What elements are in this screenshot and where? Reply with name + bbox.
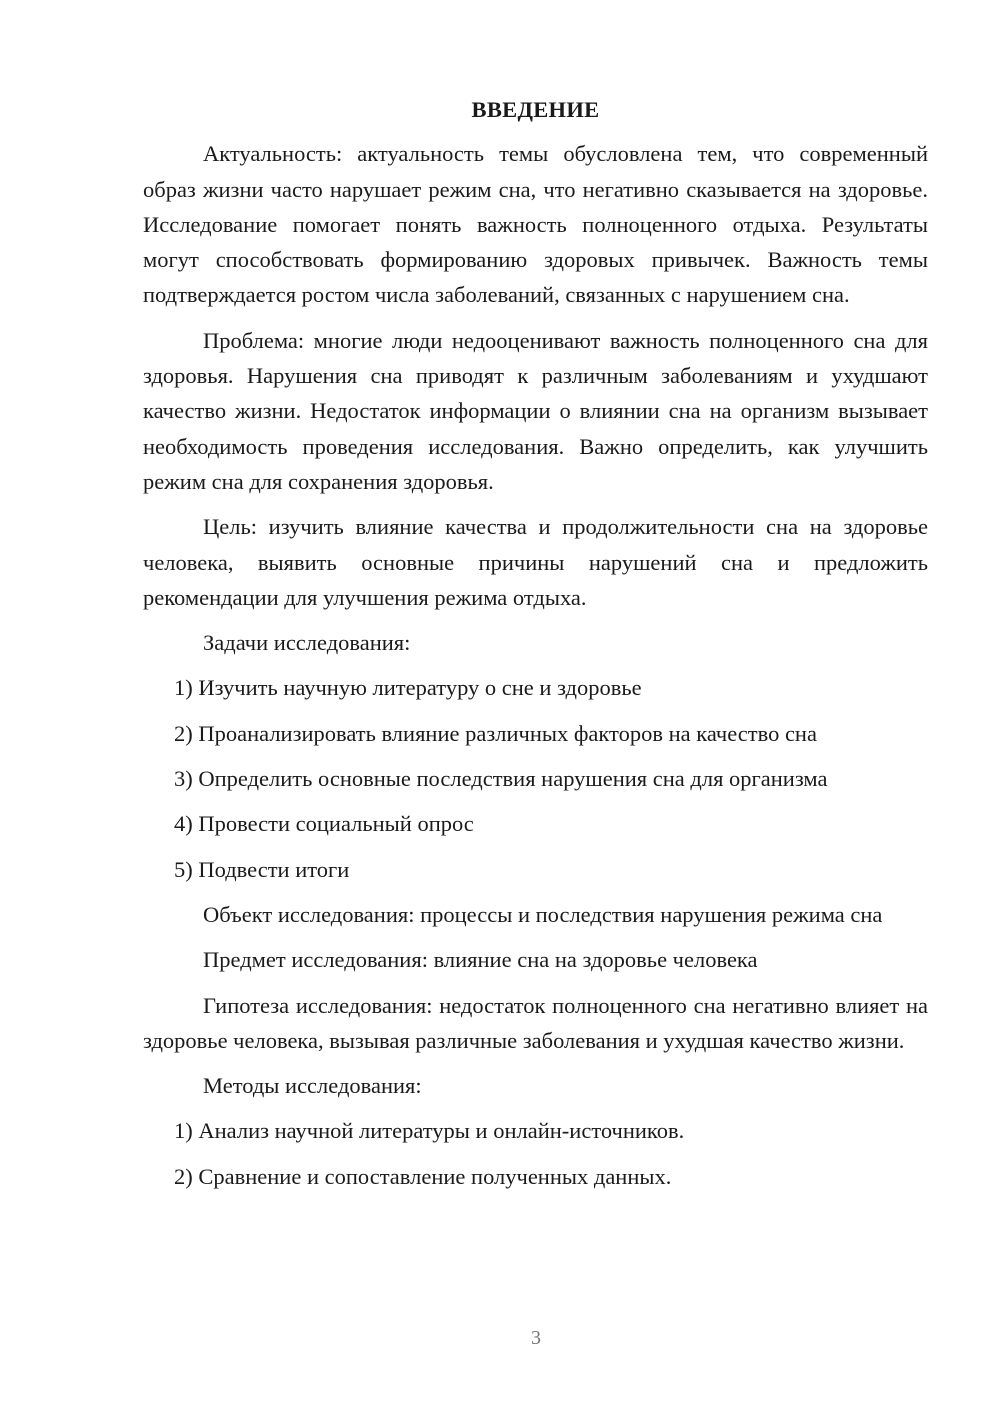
- hypothesis-paragraph: Гипотеза исследования: недостаток полноценного сна негативно влияет на здоровье человека, вызывая различные заболевания и ухудшая качество жизни.: [143, 992, 928, 1053]
- methods-list: [143, 1113, 928, 1194]
- goal-paragraph: Цель: изучить влияние качества и продолжительности сна на здоровье человека, выявить основные причины нарушений сна и предложить рекомендации для улучшения режима отдыха.: [143, 514, 928, 610]
- methods-heading: Методы исследования:: [203, 1073, 422, 1099]
- problem-paragraph: Проблема: многие люди недооценивают важность полноценного сна для здоровья. Нарушения сна приводят к различным заболеваниям и ухудшают качество жизни. Недостаток информации о влиянии сна на организм вызывает необходимость проведения исследования. Важно определить, как улучшить режим сна для сохранения здоровья.: [143, 327, 928, 494]
- page-number: 3: [531, 1327, 541, 1349]
- list-item: 2) Сравнение и сопоставление полученных данных.: [174, 1163, 672, 1189]
- page-title: ВВЕДЕНИЕ: [471, 97, 600, 122]
- tasks-heading: Задачи исследования:: [203, 630, 411, 656]
- list-item: 1) Анализ научной литературы и онлайн-источников.: [174, 1118, 685, 1144]
- page-content: [143, 92, 928, 1204]
- list-item: 4) Провести социальный опрос: [174, 811, 474, 837]
- tasks-list: [143, 670, 928, 886]
- object-paragraph: Объект исследования: процессы и последствия нарушения режима сна: [203, 901, 883, 927]
- list-item: 2) Проанализировать влияние различных факторов на качество сна: [174, 720, 817, 746]
- list-item: 5) Подвести итоги: [174, 856, 350, 882]
- list-item: 1) Изучить научную литературу о сне и здоровье: [174, 675, 642, 701]
- list-item: 3) Определить основные последствия нарушения сна для организма: [174, 766, 828, 792]
- relevance-paragraph: Актуальность: актуальность темы обусловлена тем, что современный образ жизни часто нарушает режим сна, что негативно сказывается на здоровье. Исследование помогает понять важность полноценного отдыха. Результаты могут способствовать формированию здоровых привычек. Важность темы подтверждается ростом числа заболеваний, связанных с нарушением сна.: [143, 141, 928, 308]
- subject-paragraph: Предмет исследования: влияние сна на здоровье человека: [203, 947, 758, 973]
